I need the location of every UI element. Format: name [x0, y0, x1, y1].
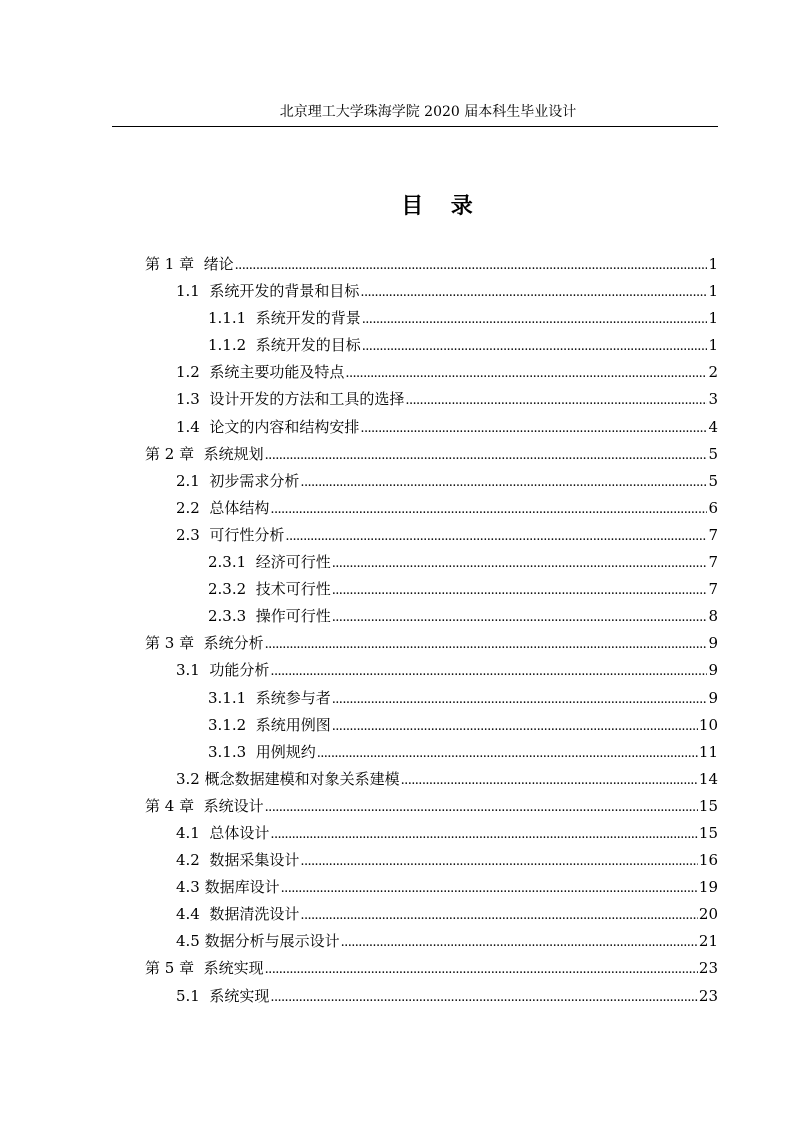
toc-entry-page-number: 20 [698, 905, 718, 924]
toc-entry [145, 955, 718, 982]
dot-leader [300, 469, 707, 496]
dot-leader [270, 496, 707, 523]
toc-entry [145, 874, 718, 901]
toc-entry-title: 2.3.2 技术可行性 [208, 580, 331, 599]
toc-entry-page-number: 15 [698, 823, 718, 842]
dot-leader [265, 956, 698, 983]
toc-entry-title: 4.3 数据库设计 [176, 878, 280, 897]
toc-entry-page-number: 6 [708, 498, 718, 517]
toc-entry [145, 522, 718, 549]
toc-entry-title: 3.2 概念数据建模和对象关系建模 [176, 769, 400, 788]
toc-entry-title: 第 5 章 系统实现 [145, 959, 264, 978]
toc-entry [145, 983, 718, 1010]
toc-entry-page-number: 5 [708, 444, 718, 463]
toc-entry-title: 第 3 章 系统分析 [145, 634, 264, 653]
toc-entry [145, 739, 718, 766]
toc-entry-title: 5.1 系统实现 [176, 986, 270, 1005]
dot-leader [265, 631, 708, 658]
dot-leader [332, 550, 708, 577]
toc-entry [145, 278, 718, 305]
dot-leader [300, 848, 698, 875]
toc-entry [145, 468, 718, 495]
toc-entry-page-number: 7 [708, 580, 718, 599]
dot-leader [360, 415, 707, 442]
toc-entry-page-number: 8 [708, 607, 718, 626]
toc-entry [145, 901, 718, 928]
toc-entry-page-number: 15 [698, 796, 718, 815]
toc-entry [145, 657, 718, 684]
dot-leader [401, 767, 698, 794]
dot-leader [265, 794, 698, 821]
page-header: 北京理工大学珠海学院 2020 届本科生毕业设计 [279, 104, 577, 120]
toc-entry-title: 2.3.1 经济可行性 [208, 553, 331, 572]
toc-entry [145, 549, 718, 576]
toc-entry-title: 2.3 可行性分析 [176, 525, 285, 544]
toc-entry [145, 847, 718, 874]
toc-entry-page-number: 21 [698, 932, 718, 951]
dot-leader [265, 442, 708, 469]
toc-entry-page-number: 9 [708, 688, 718, 707]
toc-entry [145, 630, 718, 657]
dot-leader [362, 306, 708, 333]
toc-entry-page-number: 23 [698, 959, 718, 978]
dot-leader [332, 604, 708, 631]
toc-entry-page-number: 1 [708, 309, 718, 328]
header-divider [112, 126, 718, 127]
toc-entry [145, 603, 718, 630]
toc-entry-page-number: 10 [698, 715, 718, 734]
dot-leader [332, 577, 708, 604]
toc-entry [145, 766, 718, 793]
toc-entry-title: 1.3 设计开发的方法和工具的选择 [176, 390, 405, 409]
toc-entry-page-number: 7 [708, 525, 718, 544]
toc-entry-page-number: 19 [698, 878, 718, 897]
toc-entry-page-number: 3 [708, 390, 718, 409]
toc-entry [145, 928, 718, 955]
toc-entry-title: 2.3.3 操作可行性 [208, 607, 331, 626]
toc-entry-title: 第 4 章 系统设计 [145, 796, 264, 815]
toc-entry-title: 1.1.2 系统开发的目标 [208, 336, 361, 355]
toc-entry [145, 712, 718, 739]
toc-entry-title: 4.1 总体设计 [176, 823, 270, 842]
table-of-contents [145, 251, 718, 1010]
toc-entry [145, 359, 718, 386]
dot-leader [341, 929, 698, 956]
toc-entry-title: 3.1.1 系统参与者 [208, 688, 331, 707]
toc-entry-title: 1.1 系统开发的背景和目标 [176, 282, 360, 301]
toc-entry-title: 2.1 初步需求分析 [176, 471, 300, 490]
toc-entry-page-number: 1 [708, 336, 718, 355]
toc-entry [145, 332, 718, 359]
dot-leader [345, 360, 707, 387]
toc-entry-page-number: 1 [708, 282, 718, 301]
toc-entry-title: 2.2 总体结构 [176, 498, 270, 517]
toc-entry-title: 4.4 数据清洗设计 [176, 905, 300, 924]
dot-leader [362, 333, 708, 360]
toc-entry [145, 305, 718, 332]
toc-entry-title: 4.2 数据采集设计 [176, 851, 300, 870]
toc-entry [145, 251, 718, 278]
toc-entry-page-number: 9 [708, 634, 718, 653]
toc-entry [145, 576, 718, 603]
toc-entry [145, 685, 718, 712]
toc-entry-page-number: 16 [698, 851, 718, 870]
toc-entry-title: 第 1 章 绪论 [145, 255, 234, 273]
toc-entry-title: 3.1.3 用例规约 [208, 742, 316, 761]
toc-entry-page-number: 4 [708, 417, 718, 436]
toc-entry-title: 第 2 章 系统规划 [145, 444, 264, 463]
dot-leader [281, 875, 698, 902]
toc-entry-page-number: 14 [698, 769, 718, 788]
toc-entry-page-number: 11 [698, 742, 718, 761]
dot-leader [235, 252, 708, 279]
toc-entry-page-number: 9 [708, 661, 718, 680]
toc-entry-title: 3.1 功能分析 [176, 661, 270, 680]
toc-entry [145, 386, 718, 413]
toc-entry-page-number: 23 [698, 986, 718, 1005]
toc-title: 目 录 [401, 193, 473, 219]
toc-entry-title: 3.1.2 系统用例图 [208, 715, 331, 734]
dot-leader [270, 658, 707, 685]
dot-leader [285, 523, 707, 550]
toc-entry-title: 1.1.1 系统开发的背景 [208, 309, 361, 328]
toc-entry-page-number: 2 [708, 363, 718, 382]
toc-entry-page-number: 1 [708, 255, 718, 273]
toc-entry [145, 414, 718, 441]
dot-leader [332, 713, 698, 740]
dot-leader [270, 984, 698, 1011]
dot-leader [300, 902, 698, 929]
toc-entry [145, 495, 718, 522]
toc-entry-title: 4.5 数据分析与展示设计 [176, 932, 340, 951]
dot-leader [270, 821, 698, 848]
dot-leader [360, 279, 707, 306]
dot-leader [405, 387, 707, 414]
toc-entry-title: 1.4 论文的内容和结构安排 [176, 417, 360, 436]
dot-leader [332, 686, 708, 713]
toc-entry-page-number: 5 [708, 471, 718, 490]
toc-entry-page-number: 7 [708, 553, 718, 572]
toc-entry-title: 1.2 系统主要功能及特点 [176, 363, 345, 382]
toc-entry [145, 793, 718, 820]
dot-leader [317, 740, 698, 767]
toc-entry [145, 820, 718, 847]
toc-entry [145, 441, 718, 468]
